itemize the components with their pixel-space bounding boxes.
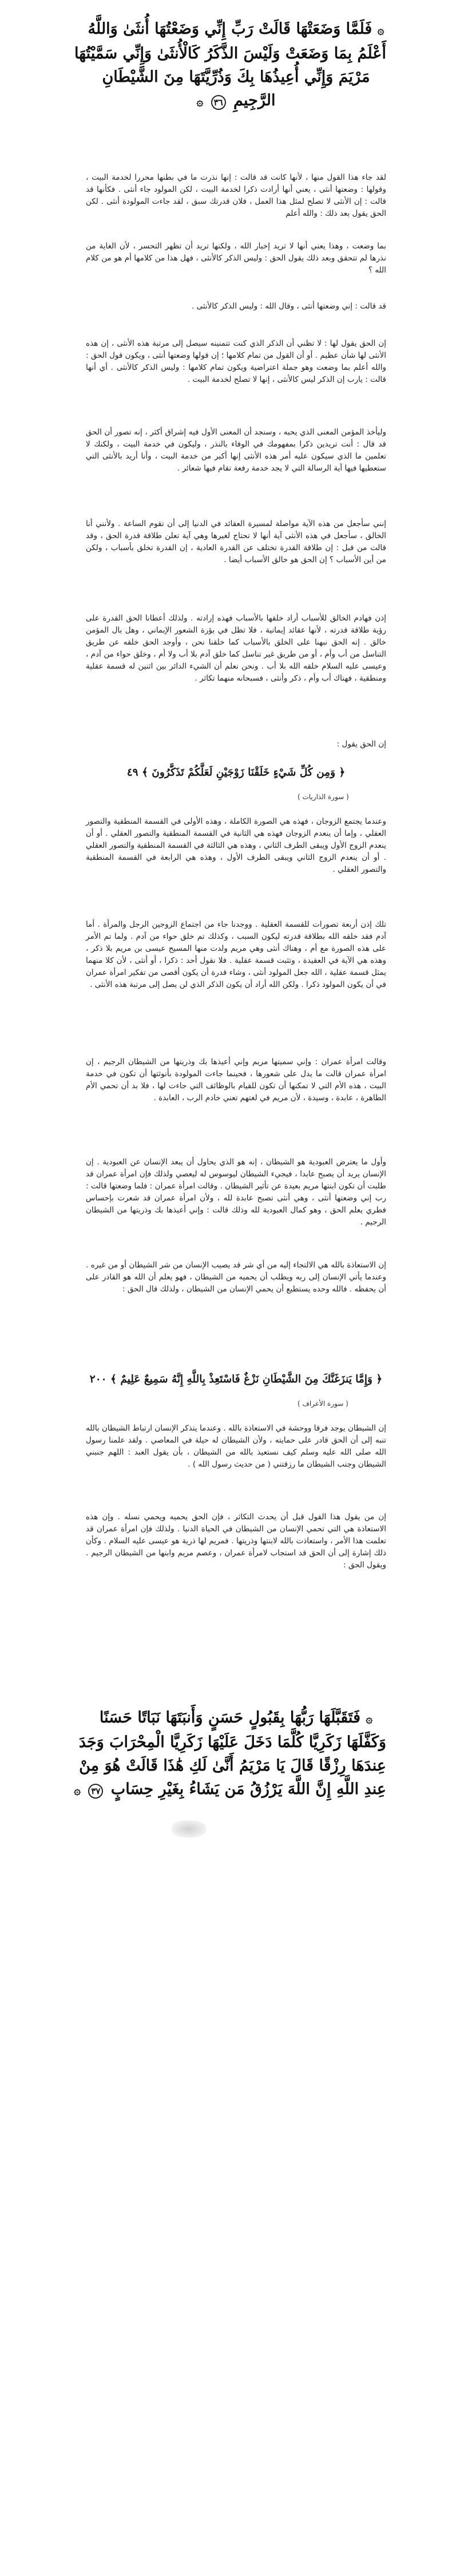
inline-verse: ﴿ وَإِمَّا يَنزَغَنَّكَ مِنَ الشَّيْطَانِ نَزْغٌ فَاسْتَعِذْ بِاللَّهِ إِنَّهُ سَمِيعٌ عَلِيمٌ ﴾ ٢٠٠ [89,1373,383,1385]
paragraph: بما وضعت ، وهذا يعني أنها لا تريد إخبار الله ، ولكنها تريد أن تظهر التحسر ، لأن الغاية من نذرها لم تتحقق وبعد ذلك يقول الحق : وليس الذكر كالأنثى ، فهل هذا من كلامها أم هو من كلام الله ؟ [86,242,386,275]
commentary-block-8 [86,738,386,750]
paragraph: قد قالت : إني وضعتها أنثى ، وقال الله : وليس الذكر كالأنثى . [191,302,386,311]
paragraph: إن الحق يقول لها : لا تظني أن الذكر الذي كنت تتمنينه سيصل إلى مرتبة هذه الأنثى ، إن هذه الأنثى لها شأن عظيم . أو أن القول من تمام كلامها ؛ إن قولها وضعتها أنثى ، ويكون قول الحق : والله أعلم بما وضعت وهو جملة اعتراضية ويكون تمام كلامها : وليس الذكر كالأنثى . أي أنها قالت : يارب إن الذكر ليس كالأنثى ، إنها لا تصلح لخدمة البيت . [86,339,386,384]
paragraph: إن الحق يقول : [336,740,386,749]
commentary-block-1 [86,172,386,220]
ornament-icon: ۞ [377,23,384,37]
verse-line: وَكَفَّلَهَا زَكَرِيَّا كُلَّمَا دَخَلَ عَلَيْهَا زَكَرِيَّا الْمِحْرَابَ وَجَدَ [78,1733,386,1751]
paragraph: وعندما يجتمع الزوجان ، فهذه هي الصورة الكاملة ، وهذه الأولى في القسمة المنطقية والتصور العقلي ، وإما أن ينعدم الزوجان فهذه هي الثانية في القسمة المنطقية والتصور العقلي . أو أن ينعدم الزوج الأول ويبقى الطرف الثاني ، وهذه هي الثالثة في القسمة المنطقية والتصور العقلي . أو أن ينعدم الزوج الثاني ويبقى الطرف الأول ، وهذه هي الرابعة في القسمة المنطقية والتصور العقلي . [86,817,386,874]
commentary-block-6 [86,518,386,566]
ornament-icon: ۞ [366,1712,373,1725]
paragraph: إذن فهادم الخالق للأسباب أراد خلقها بالأسباب فهذه إرادته . ولذلك أعطانا الحق القدرة على رؤية طلاقة قدرته ، لأنها عقائد إيمانية ، فلا تظل في بؤرة الشعور الإيماني ، وهل بال المؤمن خالق . إنه الحق نبهنا على الخلق بالأسباب كما خلقنا نحن ، وأوجد الحق خلقه عن طريق التناسل من أب وأم ، أو من طريق غير تناسل كما خلق آدم بلا أب ولا أم ، وخلق حواء من آدم ، وعيسى عليه السلام خلقه الله بلا أب . ونحن نعلم أن الشيء الدائر بين اثنين له قسمة عقلية ومنطقية ، فهناك أب وأم ، ذكر وأنثى ، فسبحانه منهما تكاثر . [86,614,386,683]
paragraph: لقد جاء هذا القول منها ، لأنها كانت قد قالت : إنها نذرت ما في بطنها محررا لخدمة البيت ، وقولها : وضعتها أنثى ، يعني أنها أرادت ذكرا لخدمة البيت ، لكن المولود جاء أنثى . فكأنها قد قالت : إن الأنثى لا تصلح لمثل هذا العمل ، فلان قدرتك سبق ، لقد جاءت المولودة أنثى . لكن الحق يقول بعد ذلك : والله أعلم [86,173,386,218]
commentary-block-4 [86,338,386,386]
commentary-block-14 [86,1423,386,1471]
paragraph: وليأخذ المؤمن المعنى الذي يحبه ، وسنجد أن المعنى الأول فيه إشراق أكثر ، إنه تصور أن الحق قد قال : أنت تريدين ذكرا بمفهومك في الوفاء بالنذر ، وليكون في خدمة البيت ، ولكنك لا تعلمين ما الذي سيكون عليه أمر هذه الأنثى إنها أكبر من خدمة البيت ، وأنا أريد بالأنثى التي ستعطيها فيها آية الرسالة التي لا يجد خدمة رفعة تقام فيها شعائر . [86,428,386,473]
ayah-number-badge: ٣٧ [88,1784,103,1799]
verse-line: عِندَهَا رِزْقًا قَالَ يَا مَرْيَمُ أَنَّىٰ لَكِ هَٰذَا قَالَتْ هُوَ مِنْ [79,1757,386,1775]
ayah-number-badge: ٣٦ [211,95,226,110]
commentary-block-3 [86,301,386,313]
verse-line: ۞ فَلَمَّا وَضَعَتْهَا قَالَتْ رَبِّ إِنِّي وَضَعْتُهَا أُنثَىٰ وَاللَّهُ [88,20,384,38]
verse-line: الرَّجِيمِ ٣٦ ۞ [196,92,276,109]
commentary-block-11 [86,1056,386,1104]
top-verse [74,17,386,113]
commentary-block-12 [86,1156,386,1228]
ornament-icon: ۞ [74,1783,81,1797]
verse-line: مَرْيَمَ وَإِنِّي أُعِيذُهَا بِكَ وَذُرِّيَّتَهَا مِنَ الشَّيْطَانِ [102,68,370,86]
commentary-block-7 [86,613,386,685]
paragraph: إن من يقول هذا القول قبل أن يحدث التكاثر ، فإن الحق يحميه ويحمي نسله . وإن هذه الاستعاذة هي التي تحمي الإنسان من الشيطان في الحياة الدنيا . ولذلك فإن امرأة عمران قد تعلمت هذا الأمر ، واستعاذت بالله لابنتها وذريتها . فمريم لها ذرية هو عيسى عليه السلام . وكأن ذلك إشارة إلى أن الحق قد استجاب لامرأة عمران ، وعصم مريم وابنها من الشيطان الرجيم . ويقول الحق : [86,1512,386,1570]
commentary-block-15 [86,1511,386,1571]
paragraph: إن الشيطان يوجد فرقا ووحشة في الاستعاذة بالله . وعندما يتذكر الإنسان ارتباط الشيطان بالله تنبه إلى أن الحق قادر على حمايته ، ولأن الشيطان له حيلة في المعاصي . ولقد علمنا رسول الله صلى الله عليه وسلم كيف نستعيذ بالله من الشيطان ، بأن يقول العبد : اللهم جنبني الشيطان وجنب الشيطان ما رزقتني ( من حديث رسول الله ) . [86,1424,386,1469]
commentary-block-5 [86,426,386,475]
paragraph: وقالت امرأة عمران : وإني سميتها مريم وإني أعيذها بك وذريتها من الشيطان الرجيم ، إن امرأة عمران قالت ما يدل على شعورها ، فحينما جاءت المولودة بأنوثتها أن تكون في خدمة البيت ، هذه الأم التي لا تمكنها أن تكون للقيام بالوظائف التي جاءت لها ، فلا بد أن تحمي الأم الطاهرة ، عابدة ، وسيدة ، لأن مريم في لغتهم تعني خادم الرب ، العابدة . [86,1057,386,1103]
paragraph: إنني سأجعل من هذه الآية مواصلة لمسيرة العقائد في الدنيا إلى أن تقوم الساعة . ولأنني أنا الخالق ، سأجعل في هذه الأنثى آية أنها لا تحتاج لغيرها وهي آية تعلن طلاقة قدرة الحق ، وقد قالت من قبل : إن طلاقة القدرة تختلف عن القدرة العادية ، إن القدرة تخلق بأسباب ، ولكن من أين الأسباب ؟ إن الحق هو خالق الأسباب أيضا . [86,519,386,564]
paragraph: وأول ما يعترض العبودية هو الشيطان ، إنه هو الذي يحاول أن يبعد الإنسان عن العبودية . إن الإنسان يريد أن يصبح عابدا ، فيجيء الشيطان ليوسوس له ليعصي ولذلك فإن امرأة عمران قد طلبت أن تكون ابنتها مريم بعيدة عن تأثير الشيطان . وقالت امرأة عمران : فلما وضعتها قالت : رب إني وضعتها أنثى ، وهي أنثى تصبح عابدة لله ، ولأن امرأة عمران قد شعرت بإحساس فطري يعلم الحق ، وهو كمال العبودية لله وذلك قالت : وإني أعيذها بك وذريتها من الشيطان الرجيم . [86,1157,386,1227]
commentary-block-9 [86,816,386,876]
commentary-block-2 [86,240,386,276]
surah-reference: ( سورة الذاريات ) [298,793,349,801]
scan-smudge [172,1820,206,1838]
paragraph: تلك إذن أربعة تصورات للقسمة العقلية . ووجدنا جاء من اجتماع الزوجين الرجل والمرأة . أما آدم فقد خلقه الله بطلاقة قدرته ليكون السبب ، وكذلك تم خلق حواء من آدم . ولما تم الأمر على هذه الصورة مع أم ، وهناك أنثى وهي مريم ولدت منها المسيح عيسى بن مريم بلا ذكر ، وهذه هي الآية في العقيدة ، وتثبت قسمة عقلية . فلا نقول أحد : ذكرا ، أو أنثى ، لأن كلا منهما يمثل قسمة عقلية ، الله جعل المولود أنثى ، وشاء قدرة أن يكون أقصى من تفكير امرأة عمران في أن يكون المولود ذكرا . ولكن الله أراد أن يكون الذكر الذي لن يصل إلى مرتبة هذه الأنثى . [86,920,386,989]
commentary-block-10 [86,919,386,991]
verse-line: ۞ فَتَقَبَّلَهَا رَبُّهَا بِقَبُولٍ حَسَنٍ وَأَنبَتَهَا نَبَاتًا حَسَنًا [99,1709,373,1726]
bottom-verse [74,1706,386,1802]
verse-line: عِندِ اللَّهِ إِنَّ اللَّهَ يَرْزُقُ مَن يَشَاءُ بِغَيْرِ حِسَابٍ ٣٧ ۞ [74,1780,386,1798]
surah-reference: ( سورة الأعراف ) [298,1400,348,1408]
verse-line: أَعْلَمُ بِمَا وَضَعَتْ وَلَيْسَ الذَّكَرُ كَالْأُنثَىٰ وَإِنِّي سَمَّيْتُهَا [74,45,386,62]
inline-verse: ﴿ وَمِن كُلِّ شَيْءٍ خَلَقْنَا زَوْجَيْنِ لَعَلَّكُمْ تَذَكَّرُونَ ﴾ ٤٩ [126,767,346,779]
ornament-icon: ۞ [196,94,204,108]
paragraph: إن الاستعاذة بالله هي الالتجاء إليه من أي شر قد يصيب الإنسان من شر الشيطان أو من غيره . وعندما يأتي الإنسان إلى ربه ويطلب أن يحميه من الشيطان ، فهو يعلم أن الله هو القادر على أن يحفظه . فالله وحده يستطيع أن يحمي الإنسان من الشيطان ، ولذلك قال الحق : [86,1261,386,1294]
commentary-block-13 [86,1259,386,1295]
